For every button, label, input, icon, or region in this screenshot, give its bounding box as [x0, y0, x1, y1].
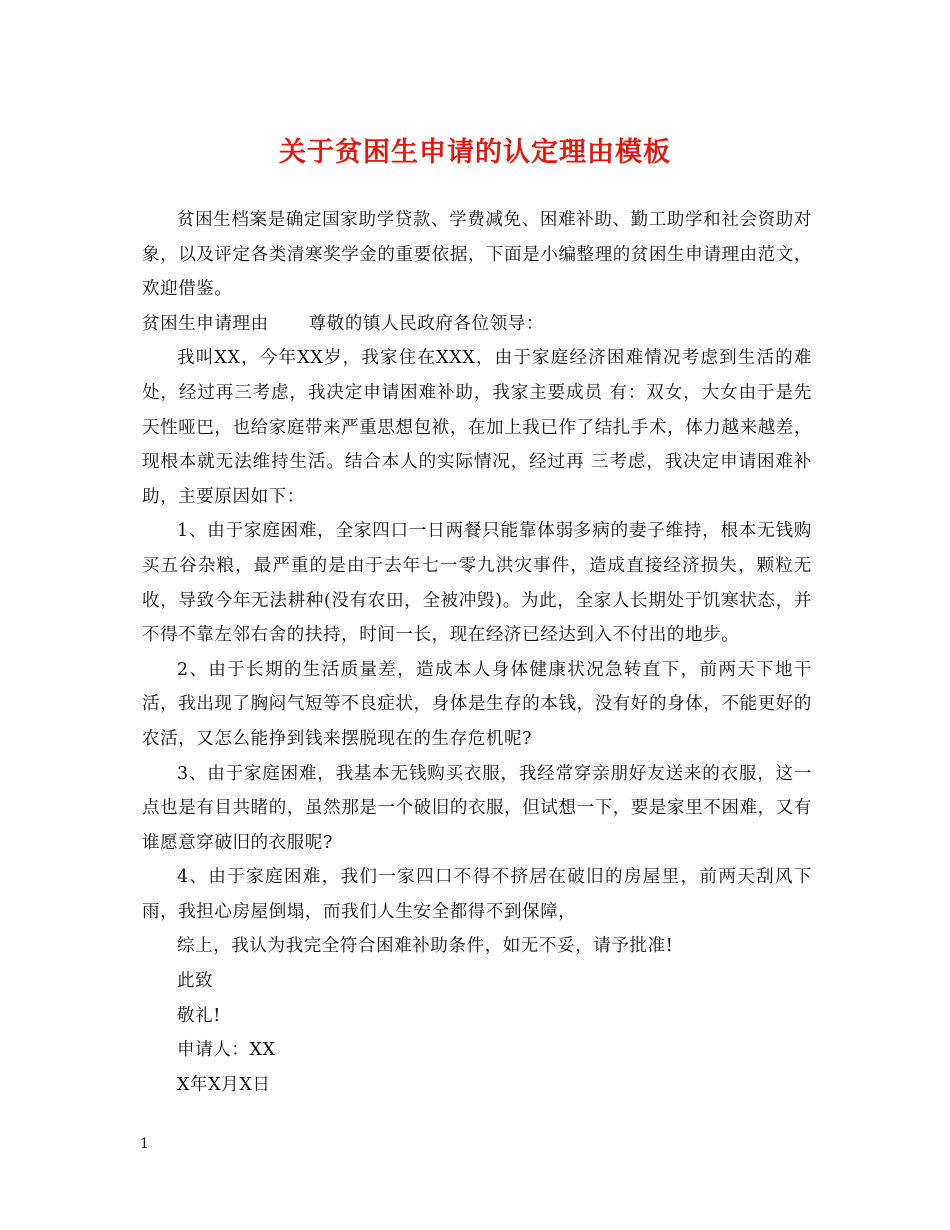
section-label: 贫困生申请理由 [142, 313, 269, 334]
document-body [142, 203, 812, 1102]
body-paragraph: 我叫XX，今年XX岁，我家住在XXX，由于家庭经济困难情况考虑到生活的难处，经过再三考虑，我决定申请困难补助，我家主要成员 有：双女，大女由于是先天性哑巴，也给家庭带来严重思想包袱，在加上我已作了结扎手术，体力越来越差，现根本就无法维持生活。结合本人的实际情况，经过再 三考虑，我决定申请困难补助，主要原因如下： [142, 348, 812, 507]
page-number: 1 [140, 1136, 149, 1152]
applicant-line: 申请人：XX [177, 1040, 276, 1061]
reason-paragraph-4: 4、由于家庭困难，我们一家四口不得不挤居在破旧的房屋里，前两天刮风下雨，我担心房屋倒塌，而我们人生安全都得不到保障， [142, 867, 812, 922]
reason-paragraph-1: 1、由于家庭困难，全家四口一日两餐只能靠体弱多病的妻子维持，根本无钱购买五谷杂粮，最严重的是由于去年七一零九洪灾事件，造成直接经济损失，颗粒无收，导致今年无法耕种(没有农田，全被冲毁)。为此，全家人长期处于饥寒状态，并不得不靠左邻右舍的扶持，时间一长，现在经济已经达到入不付出的地步。 [142, 521, 812, 646]
salutation: 尊敬的镇人民政府各位领导： [308, 313, 545, 334]
closing-line-1: 此致 [177, 971, 214, 992]
reason-paragraph-2: 2、由于长期的生活质量差，造成本人身体健康状况急转直下，前两天下地干活，我出现了胸闷气短等不良症状，身体是生存的本钱，没有好的身体，不能更好的农活，又怎么能挣到钱来摆脱现在的生存危机呢? [142, 659, 812, 749]
intro-paragraph: 贫困生档案是确定国家助学贷款、学费减免、困难补助、勤工助学和社会资助对象，以及评定各类清寒奖学金的重要依据，下面是小编整理的贫困生申请理由范文，欢迎借鉴。 [142, 210, 812, 300]
closing-line-2: 敬礼! [177, 1005, 221, 1026]
conclusion-paragraph: 综上，我认为我完全符合困难补助条件，如无不妥，请予批准! [177, 936, 674, 957]
document-title: 关于贫困生申请的认定理由模板 [279, 137, 671, 168]
date-line: X年X月X日 [177, 1074, 271, 1095]
reason-paragraph-3: 3、由于家庭困难，我基本无钱购买衣服，我经常穿亲朋好友送来的衣服，这一点也是有目共睹的，虽然那是一个破旧的衣服，但试想一下，要是家里不困难，又有谁愿意穿破旧的衣服呢? [142, 763, 812, 853]
section-heading-line [142, 307, 812, 342]
